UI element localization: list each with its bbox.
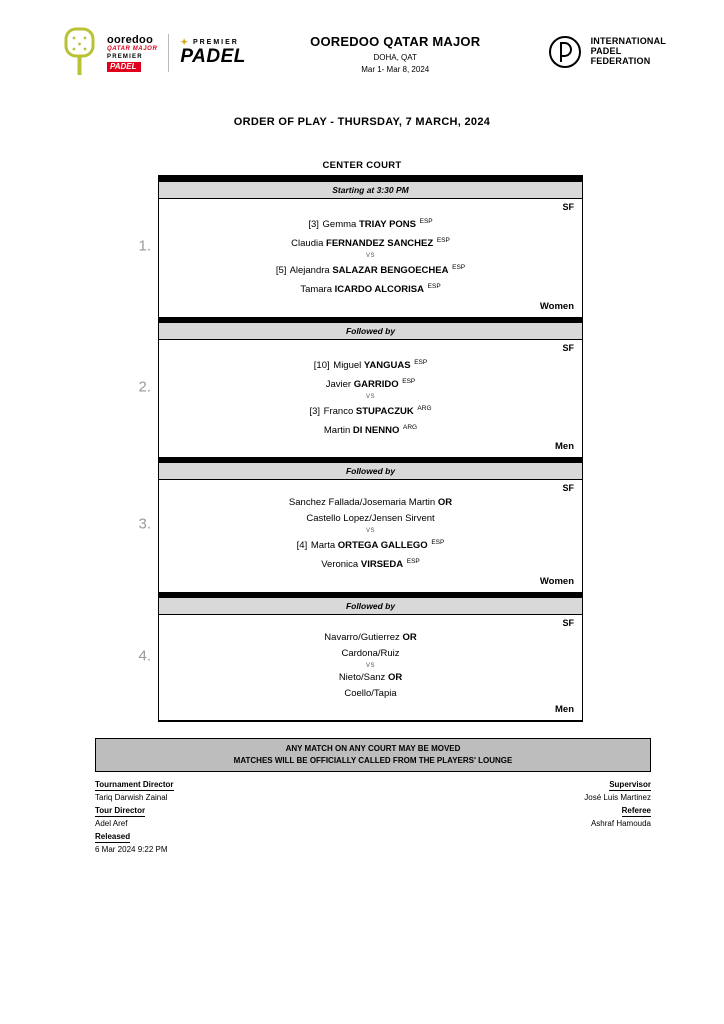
first-name: Javier <box>325 378 352 390</box>
nationality: ESP <box>419 218 433 225</box>
category-label: Women <box>539 575 574 587</box>
footer-label-supervisor: Supervisor <box>609 780 651 790</box>
padel-wordmark: PADEL <box>180 46 246 68</box>
last-name: TRIAY PONS <box>358 219 416 231</box>
last-name: ICARDO ALCORISA <box>334 284 425 296</box>
match-2 <box>138 317 582 458</box>
players-block <box>159 628 582 704</box>
schedule-row: Followed by <box>159 317 582 340</box>
first-name: Claudia <box>291 238 324 250</box>
nationality: ESP <box>406 558 420 566</box>
last-name: DI NENNO <box>352 425 400 437</box>
players-block <box>159 353 582 442</box>
nationality: ESP <box>431 539 445 547</box>
last-name: YANGUAS <box>363 359 411 371</box>
vs-label: VS <box>365 528 375 535</box>
first-name: Coello/Tapia <box>344 687 397 699</box>
first-name: Miguel <box>333 359 362 371</box>
players-block <box>159 212 582 301</box>
event-title: OOREDOO QATAR MAJOR <box>310 34 481 49</box>
nationality: ARG <box>403 424 418 432</box>
match-4 <box>138 592 582 720</box>
nationality: ARG <box>417 404 432 412</box>
match-body <box>159 615 582 720</box>
first-name: Martin <box>323 425 351 437</box>
player-line <box>165 495 576 511</box>
round-label: SF <box>562 483 574 494</box>
round-label: SF <box>562 202 574 212</box>
footer-left-column <box>95 780 174 858</box>
player-line <box>165 420 576 439</box>
court-title: CENTER COURT <box>322 160 402 171</box>
event-dates: Mar 1- Mar 8, 2024 <box>361 65 430 74</box>
nationality: ESP <box>427 283 441 291</box>
first-name: Cardona/Ruiz <box>341 647 400 659</box>
vs-label: VS <box>365 253 375 260</box>
seed: [5] <box>275 265 287 277</box>
footer-value-tour-director: Adel Aref <box>95 819 128 829</box>
player-line <box>165 511 576 527</box>
ipf-logo-text <box>591 37 666 66</box>
ipf-circle-icon <box>545 32 585 72</box>
footer-value-released: 6 Mar 2024 9:22 PM <box>95 845 168 855</box>
match-number: 3. <box>138 515 151 533</box>
player-line <box>165 233 576 252</box>
event-location: DOHA, QAT <box>373 53 417 62</box>
match-number: 4. <box>138 647 151 665</box>
page-header <box>0 26 724 92</box>
ipf-line2: PADEL <box>590 46 622 57</box>
nationality: ESP <box>402 377 416 385</box>
round-label: SF <box>562 617 574 628</box>
ipf-line3: FEDERATION <box>590 55 651 66</box>
first-name: Navarro/Gutierrez <box>324 631 400 643</box>
player-line <box>165 554 576 573</box>
schedule-row: Followed by <box>159 592 582 615</box>
last-name: OR <box>387 671 403 683</box>
match-body <box>159 480 582 591</box>
first-name: Franco <box>323 406 354 418</box>
last-name: OR <box>402 631 417 643</box>
footer-label-released: Released <box>95 832 131 842</box>
schedule-row: Starting at 3:30 PM <box>159 175 582 199</box>
seed: [3] <box>309 406 321 418</box>
notice-line-2: MATCHES WILL BE OFFICIALLY CALLED FROM THE PLAYERS' LOUNGE <box>233 755 513 765</box>
player-line <box>165 670 576 686</box>
vs-label: VS <box>365 393 375 400</box>
first-name: Nieto/Sanz <box>338 671 386 683</box>
premier-small-label: PREMIER <box>107 54 143 61</box>
player-line <box>165 214 576 233</box>
player-line <box>165 646 576 662</box>
match-number: 2. <box>138 378 151 396</box>
notice-box <box>95 738 651 773</box>
qatar-major-label: QATAR MAJOR <box>107 46 158 53</box>
first-name: Gemma <box>322 219 357 231</box>
player-line <box>165 279 576 298</box>
player-line <box>165 401 576 420</box>
gold-diamond-icon: ✦ <box>180 37 190 48</box>
first-name: Tamara <box>300 284 332 296</box>
footer-value-tournament-director: Tariq Darwish Zainal <box>95 793 168 803</box>
player-line <box>165 260 576 279</box>
first-name: Marta <box>310 540 336 552</box>
padel-red-badge: PADEL <box>107 62 141 72</box>
premier-wordmark: PREMIER <box>192 38 239 46</box>
last-name: OR <box>437 497 453 509</box>
first-name: Veronica <box>321 559 359 571</box>
footer-value-supervisor: José Luis Martinez <box>584 793 651 803</box>
first-name: Castello Lopez/Jensen Sirvent <box>306 513 435 525</box>
match-1 <box>138 175 582 317</box>
seed: [4] <box>296 540 308 552</box>
last-name: STUPACZUK <box>355 406 414 418</box>
logo-divider <box>168 34 169 72</box>
nationality: ESP <box>436 237 450 245</box>
match-body <box>159 199 582 317</box>
ipf-logo <box>545 26 666 72</box>
schedule-row: Followed by <box>159 457 582 480</box>
category-label: Men <box>555 703 574 715</box>
seed: [3] <box>308 219 319 231</box>
ooredoo-wordmark: ooredoo <box>107 33 154 46</box>
seed: [10] <box>313 359 330 371</box>
round-label: SF <box>562 342 574 353</box>
player-line <box>165 355 576 374</box>
player-line <box>165 374 576 393</box>
nationality: ESP <box>452 264 466 272</box>
nationality: ESP <box>414 358 428 366</box>
category-label: Women <box>539 300 574 312</box>
ooredoo-logo-text <box>107 34 157 73</box>
last-name: ORTEGA GALLEGO <box>337 540 428 552</box>
page-footer <box>95 780 651 858</box>
premier-padel-logo <box>180 38 245 68</box>
page-title: ORDER OF PLAY - THURSDAY, 7 MARCH, 2024 <box>233 116 491 128</box>
player-line <box>165 686 576 702</box>
tournament-logo <box>58 26 246 80</box>
footer-label-referee: Referee <box>621 806 651 816</box>
footer-right-column <box>584 780 651 858</box>
padel-racket-icon <box>58 26 100 80</box>
player-line <box>165 535 576 554</box>
footer-label-tour-director: Tour Director <box>95 806 146 816</box>
category-label: Men <box>555 441 574 453</box>
players-block <box>159 493 582 575</box>
last-name: VIRSEDA <box>360 559 404 571</box>
event-title-block <box>310 26 480 74</box>
first-name: Alejandra <box>289 265 330 277</box>
footer-value-referee: Ashraf Hamouda <box>590 819 651 829</box>
last-name: SALAZAR BENGOECHEA <box>332 265 449 277</box>
notice-line-1: ANY MATCH ON ANY COURT MAY BE MOVED <box>285 743 461 753</box>
vs-label: VS <box>365 662 375 669</box>
match-number: 1. <box>138 237 151 255</box>
last-name: FERNANDEZ SANCHEZ <box>326 238 434 250</box>
first-name: Sanchez Fallada/Josemaria Martin <box>288 497 436 509</box>
footer-label-tournament-director: Tournament Director <box>95 780 174 790</box>
ipf-line1: INTERNATIONAL <box>590 36 666 47</box>
player-line <box>165 630 576 646</box>
match-body <box>159 340 582 458</box>
match-3 <box>138 457 582 591</box>
last-name: GARRIDO <box>353 378 399 390</box>
court-schedule-table <box>138 175 583 722</box>
